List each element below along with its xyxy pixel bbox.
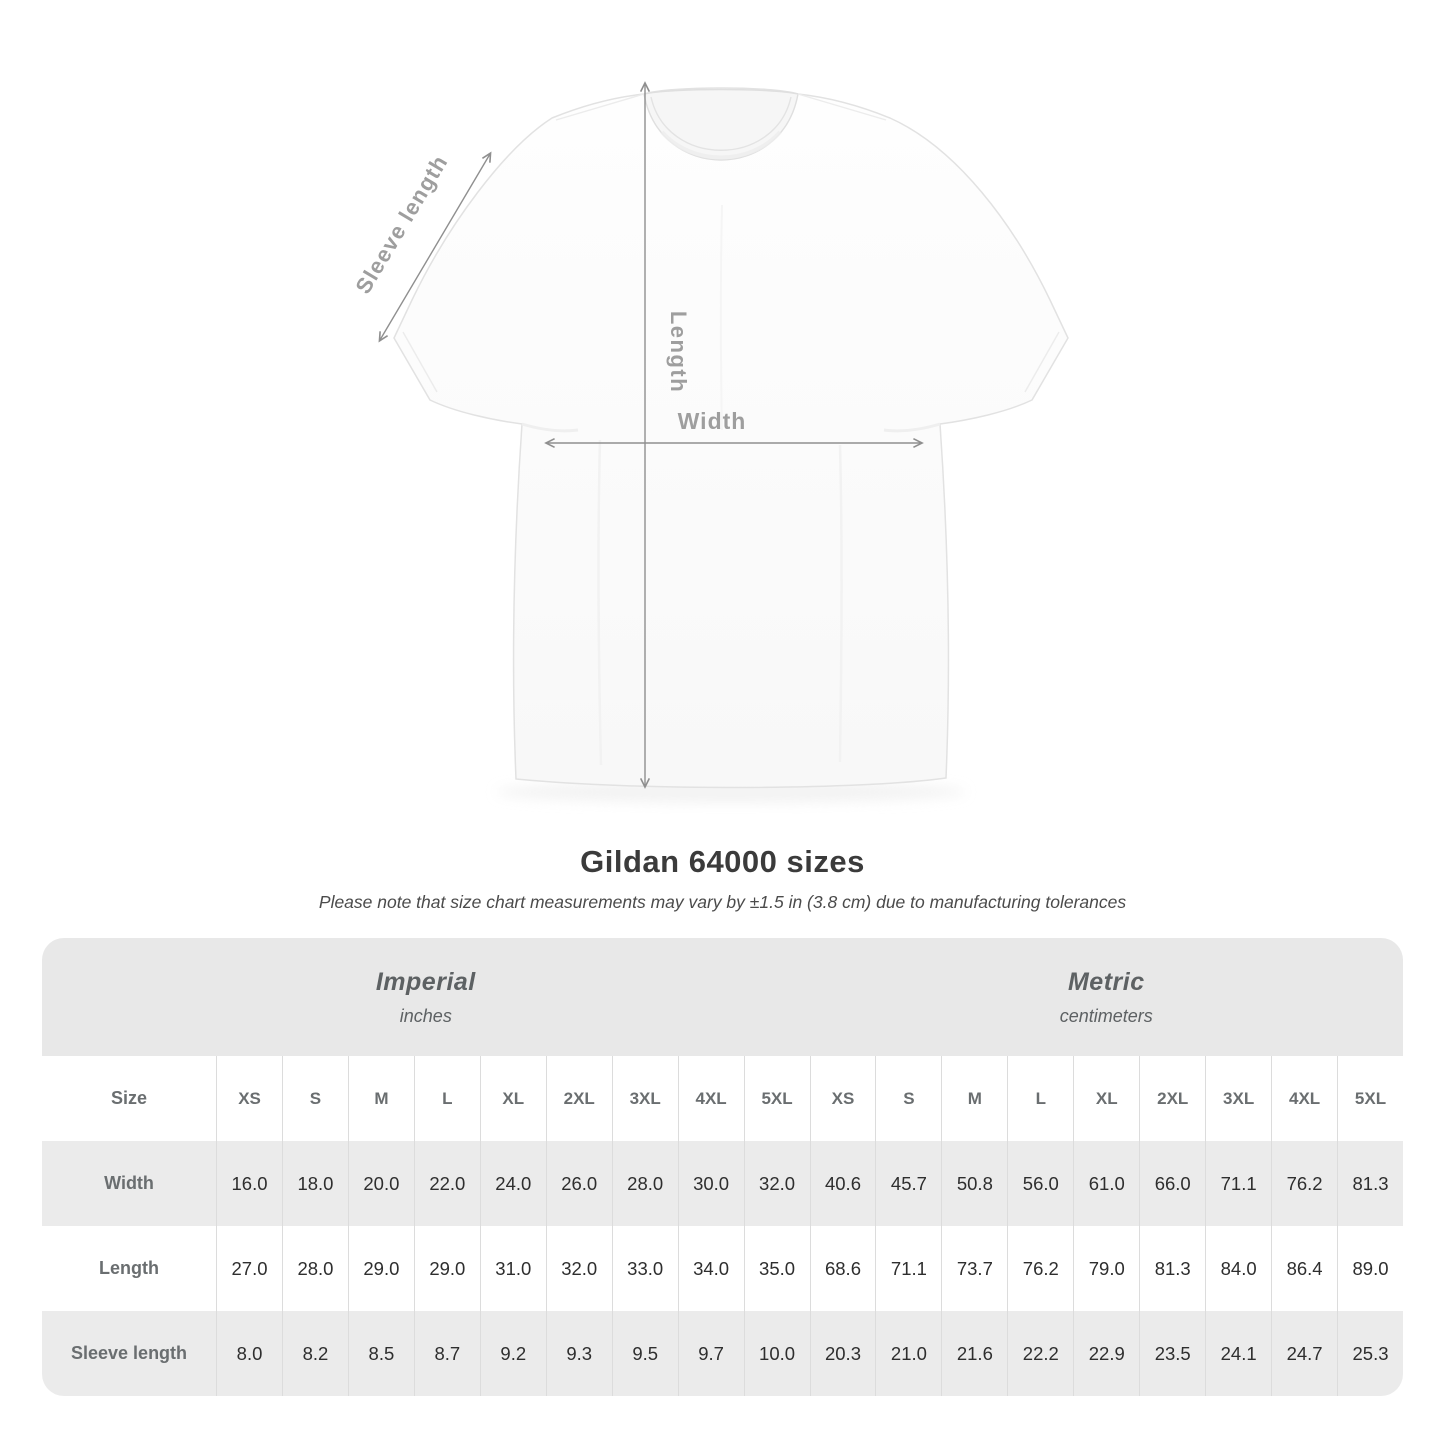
sleeve-value-cell: 21.0 bbox=[875, 1311, 941, 1396]
tolerance-note: Please note that size chart measurements may vary by ±1.5 in (3.8 cm) due to manufacturing tolerances bbox=[318, 892, 1127, 912]
length-value-cell: 71.1 bbox=[875, 1226, 941, 1311]
length-value-cell: 81.3 bbox=[1139, 1226, 1205, 1311]
unit-header-row bbox=[42, 938, 1403, 1056]
size-cell: S bbox=[282, 1056, 348, 1141]
sleeve-value-cell: 21.6 bbox=[941, 1311, 1007, 1396]
size-cell: XS bbox=[810, 1056, 876, 1141]
sleeve-value-cell: 23.5 bbox=[1139, 1311, 1205, 1396]
length-row bbox=[42, 1226, 1403, 1311]
length-value-cell: 31.0 bbox=[480, 1226, 546, 1311]
sleeve-value-cell: 8.7 bbox=[414, 1311, 480, 1396]
width-value-cell: 24.0 bbox=[480, 1141, 546, 1226]
width-value-cell: 76.2 bbox=[1271, 1141, 1337, 1226]
size-cell: 4XL bbox=[678, 1056, 744, 1141]
width-value-cell: 28.0 bbox=[612, 1141, 678, 1226]
width-value-cell: 71.1 bbox=[1205, 1141, 1271, 1226]
size-cell: 3XL bbox=[612, 1056, 678, 1141]
width-value-cell: 66.0 bbox=[1139, 1141, 1205, 1226]
width-label: Width bbox=[677, 408, 747, 434]
size-cell: 3XL bbox=[1205, 1056, 1271, 1141]
size-cell: L bbox=[414, 1056, 480, 1141]
sleeve-value-cell: 20.3 bbox=[810, 1311, 876, 1396]
metric-unit: centimeters bbox=[1059, 1005, 1153, 1026]
sleeve-value-cell: 24.7 bbox=[1271, 1311, 1337, 1396]
width-value-cell: 30.0 bbox=[678, 1141, 744, 1226]
crease-right bbox=[840, 445, 842, 762]
length-value-cell: 35.0 bbox=[744, 1226, 810, 1311]
size-cell: L bbox=[1007, 1056, 1073, 1141]
size-cell: XL bbox=[1073, 1056, 1139, 1141]
size-cell: 2XL bbox=[546, 1056, 612, 1141]
metric-title: Metric bbox=[1067, 967, 1145, 996]
width-value-cell: 61.0 bbox=[1073, 1141, 1139, 1226]
sleeve-value-cell: 9.3 bbox=[546, 1311, 612, 1396]
sleeve-value-cell: 9.7 bbox=[678, 1311, 744, 1396]
length-value-cell: 29.0 bbox=[414, 1226, 480, 1311]
imperial-unit: inches bbox=[399, 1005, 452, 1026]
sleeve-value-cell: 24.1 bbox=[1205, 1311, 1271, 1396]
width-value-cell: 16.0 bbox=[216, 1141, 282, 1226]
sleeve-value-cell: 8.0 bbox=[216, 1311, 282, 1396]
sleeve-value-cell: 8.5 bbox=[348, 1311, 414, 1396]
width-row-label: Width bbox=[104, 1173, 154, 1193]
length-value-cell: 28.0 bbox=[282, 1226, 348, 1311]
size-columns bbox=[216, 1056, 1403, 1141]
width-value-cell: 18.0 bbox=[282, 1141, 348, 1226]
size-cell: 5XL bbox=[744, 1056, 810, 1141]
imperial-title: Imperial bbox=[375, 967, 476, 996]
width-value-cell: 40.6 bbox=[810, 1141, 876, 1226]
length-row-label: Length bbox=[99, 1258, 160, 1278]
length-value-cell: 32.0 bbox=[546, 1226, 612, 1311]
size-header-cell: Size bbox=[111, 1088, 148, 1108]
sleeve-value-cell: 8.2 bbox=[282, 1311, 348, 1396]
sleeve-length-row bbox=[42, 1311, 1403, 1396]
page-title: Gildan 64000 sizes bbox=[580, 844, 865, 879]
size-cell: XS bbox=[216, 1056, 282, 1141]
sleeve-value-cell: 10.0 bbox=[744, 1311, 810, 1396]
size-table bbox=[42, 938, 1403, 1396]
length-value-cell: 84.0 bbox=[1205, 1226, 1271, 1311]
width-value-cell: 22.0 bbox=[414, 1141, 480, 1226]
sleeve-length-label: Sleeve length bbox=[350, 150, 453, 299]
width-value-cell: 20.0 bbox=[348, 1141, 414, 1226]
size-cell: 4XL bbox=[1271, 1056, 1337, 1141]
size-cell: 2XL bbox=[1139, 1056, 1205, 1141]
width-values bbox=[216, 1141, 1403, 1226]
size-cell: S bbox=[875, 1056, 941, 1141]
size-cell: 5XL bbox=[1337, 1056, 1403, 1141]
width-value-cell: 26.0 bbox=[546, 1141, 612, 1226]
length-value-cell: 29.0 bbox=[348, 1226, 414, 1311]
width-value-cell: 45.7 bbox=[875, 1141, 941, 1226]
size-header-row bbox=[42, 1056, 1403, 1141]
length-value-cell: 86.4 bbox=[1271, 1226, 1337, 1311]
sleeve-value-cell: 22.2 bbox=[1007, 1311, 1073, 1396]
metric-header bbox=[810, 938, 1403, 1056]
length-value-cell: 34.0 bbox=[678, 1226, 744, 1311]
tshirt-graphic bbox=[394, 88, 1068, 788]
length-value-cell: 73.7 bbox=[941, 1226, 1007, 1311]
length-value-cell: 68.6 bbox=[810, 1226, 876, 1311]
length-value-cell: 33.0 bbox=[612, 1226, 678, 1311]
size-cell: M bbox=[348, 1056, 414, 1141]
width-value-cell: 56.0 bbox=[1007, 1141, 1073, 1226]
length-values bbox=[216, 1226, 1403, 1311]
sleeve-value-cell: 9.5 bbox=[612, 1311, 678, 1396]
sleeve-value-cell: 25.3 bbox=[1337, 1311, 1403, 1396]
sleeve-values bbox=[216, 1311, 1403, 1396]
sleeve-value-cell: 9.2 bbox=[480, 1311, 546, 1396]
length-value-cell: 89.0 bbox=[1337, 1226, 1403, 1311]
size-cell: M bbox=[941, 1056, 1007, 1141]
length-value-cell: 27.0 bbox=[216, 1226, 282, 1311]
imperial-header bbox=[42, 938, 810, 1056]
width-value-cell: 32.0 bbox=[744, 1141, 810, 1226]
length-label: Length bbox=[666, 310, 691, 394]
width-row bbox=[42, 1141, 1403, 1226]
sleeve-row-label: Sleeve length bbox=[71, 1343, 188, 1363]
length-value-cell: 79.0 bbox=[1073, 1226, 1139, 1311]
width-value-cell: 81.3 bbox=[1337, 1141, 1403, 1226]
sleeve-value-cell: 22.9 bbox=[1073, 1311, 1139, 1396]
size-cell: XL bbox=[480, 1056, 546, 1141]
width-value-cell: 50.8 bbox=[941, 1141, 1007, 1226]
length-value-cell: 76.2 bbox=[1007, 1226, 1073, 1311]
crease-center bbox=[721, 205, 722, 430]
